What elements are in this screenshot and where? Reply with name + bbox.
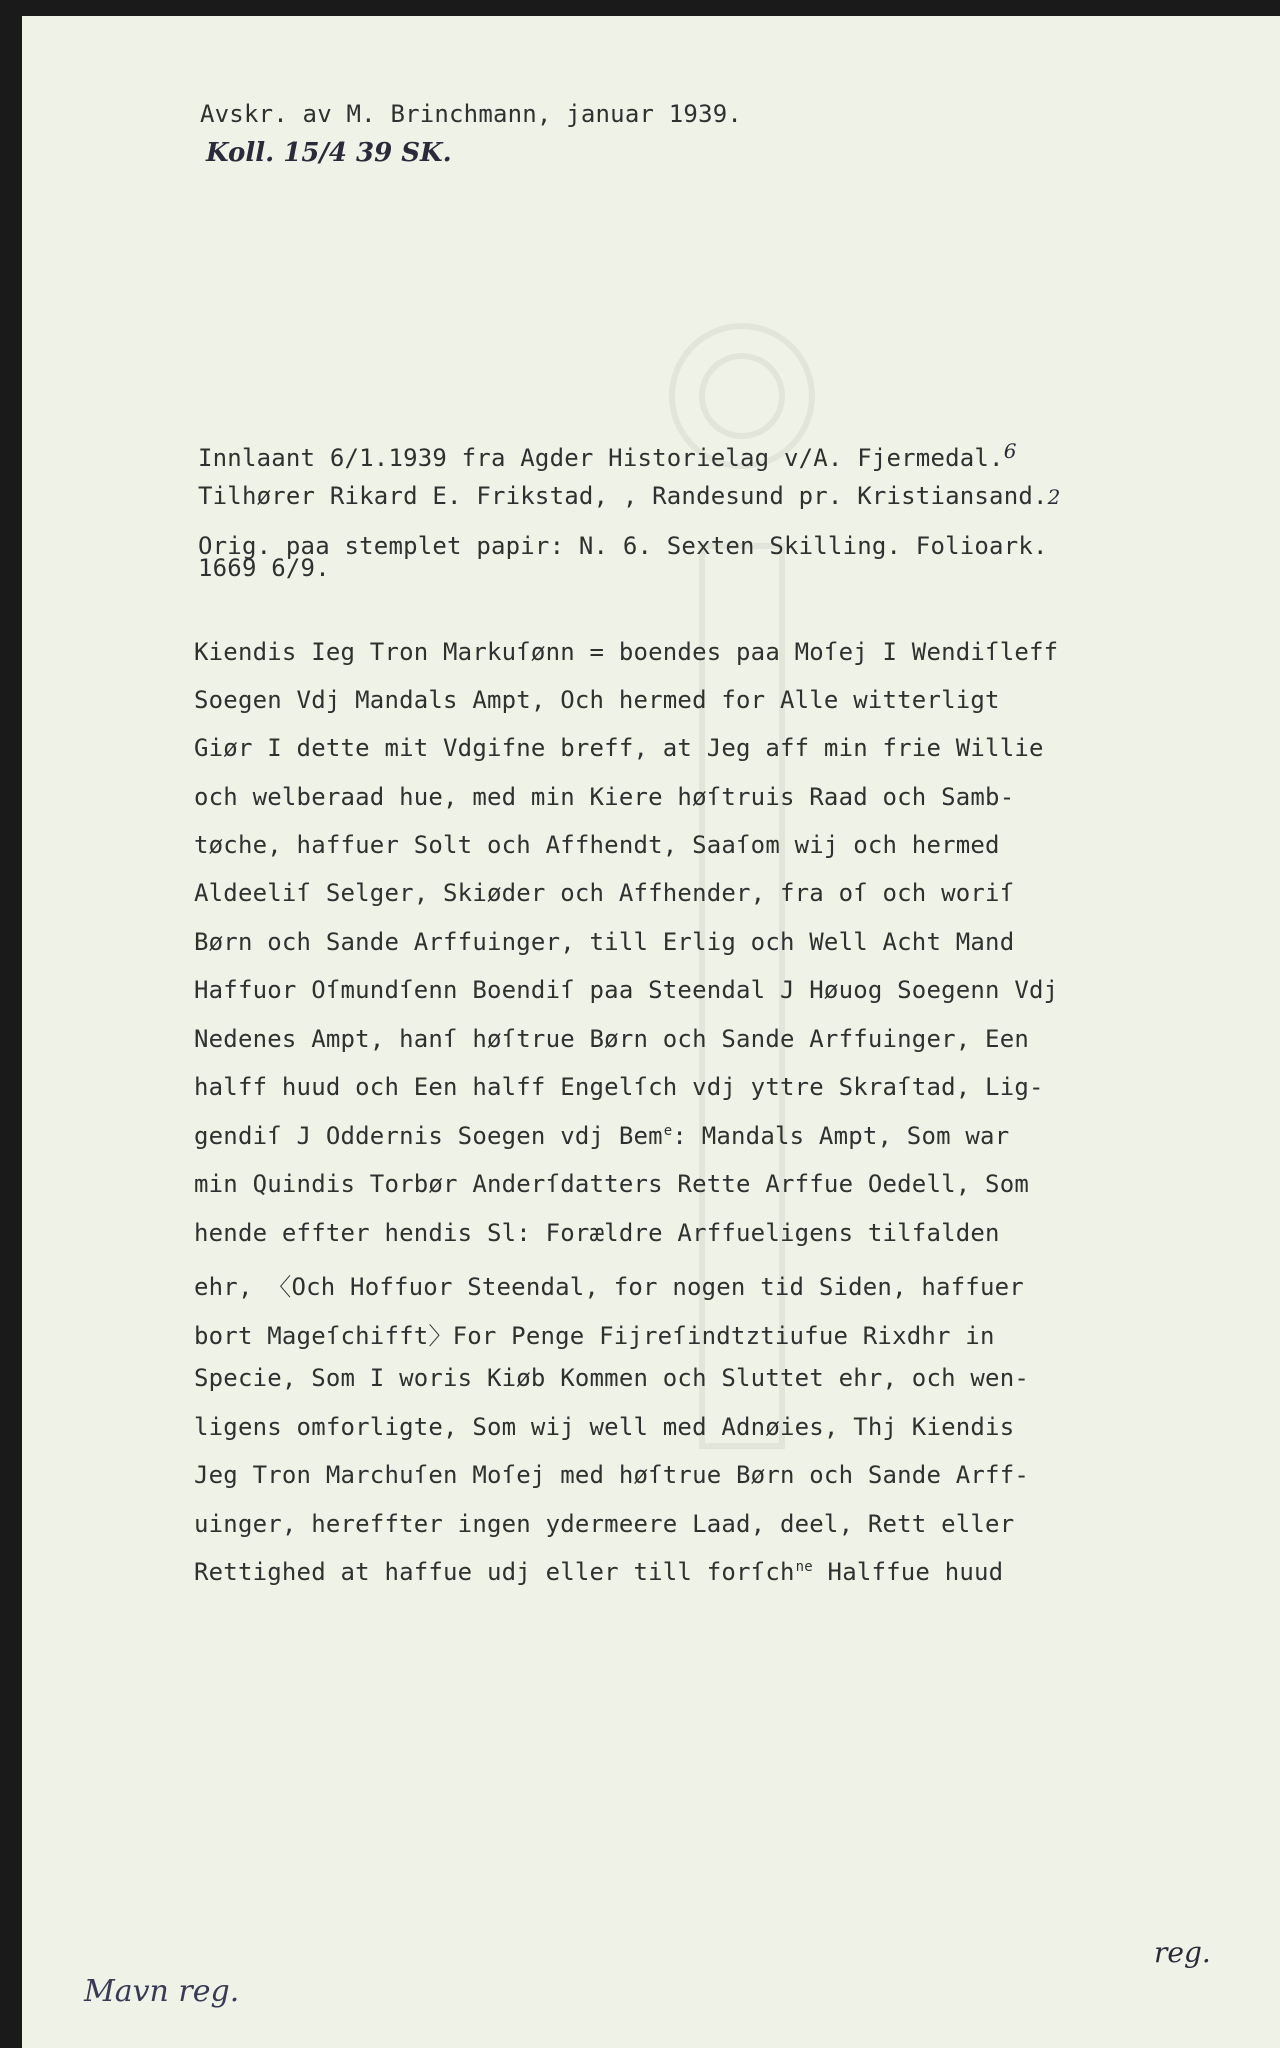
body-line: Soegen Vdj Mandals Ampt, Och hermed for Alle witterligt [194, 686, 1000, 714]
owner-info-text: Tilhører Rikard E. Frikstad, , Randesund pr. Kristiansand. [198, 482, 1048, 510]
original-paper-info: Orig. paa stemplet papir: N. 6. Sexten Skilling. Folioark. [198, 532, 1048, 560]
register-note: reg. [1154, 1936, 1211, 1969]
body-line: och welberaad hue, med min Kiere høſtruis Raad och Samb- [194, 783, 1015, 811]
body-line: hende effter hendis Sl: Forældre Arffueligens tilfalden [194, 1219, 1000, 1247]
abbreviation-superscript: e [663, 1123, 673, 1139]
owner-info [198, 482, 1061, 510]
body-line: bort Mageſchifft〉For Penge Fijreſindtztiufue Rixdhr in [194, 1322, 995, 1350]
body-line: min Quindis Torbør Anderſdatters Rette Arffue Oedell, Som [194, 1170, 1030, 1198]
loan-info [198, 439, 1017, 472]
owner-info-mark: 2 [1047, 485, 1061, 509]
body-line [194, 1558, 1003, 1586]
loan-info-text: Innlaant 6/1.1939 fra Agder Historielag v/A. Fjermedal. [198, 444, 1004, 472]
body-line: Jeg Tron Marchuſen Moſej med høſtrue Børn och Sande Arff- [194, 1461, 1030, 1489]
collation-note: Koll. 15/4 39 SK. [206, 138, 452, 168]
body-line: tøche, haffuer Solt och Affhendt, Saaſom wij och hermed [194, 831, 1000, 859]
body-line: ehr, 〈Och Hoffuor Steendal, for nogen tid Siden, haffuer [194, 1273, 1024, 1301]
body-line: Haffuor Oſmundſenn Boendiſ paa Steendal J Høuog Soegenn Vdj [194, 976, 1059, 1004]
name-register-note: Mavn reg. [84, 1974, 240, 2009]
body-line: Nedenes Ampt, hanſ høſtrue Børn och Sande Arffuinger, Een [194, 1025, 1030, 1053]
transcription-credit: Avskr. av M. Brinchmann, januar 1939. [200, 100, 743, 128]
body-line: Børn och Sande Arffuinger, till Erlig och Well Acht Mand [194, 928, 1015, 956]
body-line-text: gendiſ J Oddernis Soegen vdj Bem [194, 1122, 663, 1150]
body-line: Aldeeliſ Selger, Skiøder och Affhender, fra oſ och woriſ [194, 879, 1015, 907]
body-line: ligens omforligte, Som wij well med Adnøies, Thj Kiendis [194, 1413, 1015, 1441]
loan-info-mark: 6 [1003, 439, 1017, 463]
body-line: halff huud och Een halff Engelſch vdj yttre Skraſtad, Lig- [194, 1073, 1044, 1101]
document-date: 1669 6/9. [198, 554, 330, 582]
body-line-tail: Halffue huud [812, 1558, 1004, 1586]
document-page [22, 16, 1280, 2048]
body-line: uinger, hereffter ingen ydermeere Laad, deel, Rett eller [194, 1510, 1015, 1538]
abbreviation-superscript: ne [795, 1559, 813, 1575]
body-line: Specie, Som I woris Kiøb Kommen och Sluttet ehr, och wen- [194, 1364, 1030, 1392]
body-line-tail: : Mandals Ampt, Som war [672, 1122, 1010, 1150]
body-line: Kiendis Ieg Tron Markuſønn = boendes paa Moſej I Wendiſleff [194, 638, 1059, 666]
body-line: Giør I dette mit Vdgifne breff, at Jeg aff min frie Willie [194, 734, 1044, 762]
body-line-text: Rettighed at haffue udj eller till forſch [194, 1558, 795, 1586]
body-line [194, 1122, 1009, 1150]
